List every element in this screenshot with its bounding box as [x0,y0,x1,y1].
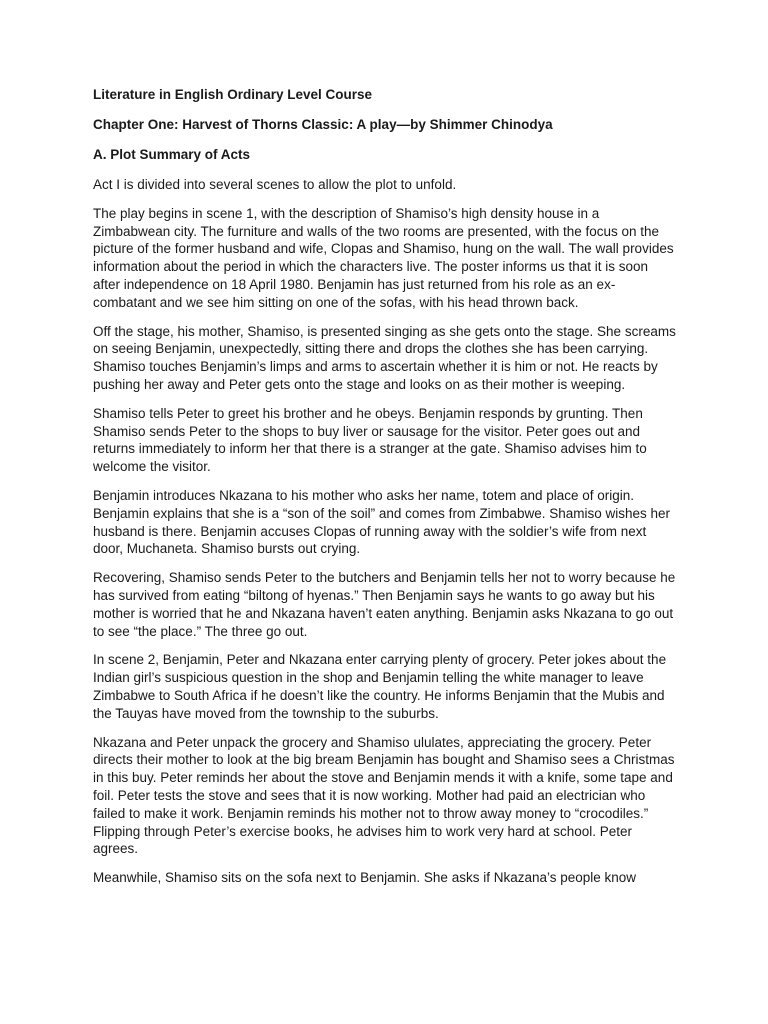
course-title: Literature in English Ordinary Level Course [93,87,373,102]
paragraph: Nkazana and Peter unpack the grocery and Shamiso ululates, appreciating the grocery. Peter directs their mother to look at the big bream Benjamin has bought and Shamiso sees a Christmas in this buy. Peter reminds her about the stove and Benjamin mends it with a knife, some tape and foil. Peter tests the stove and sees that it is now working. Mother had paid an electrician who failed to make it work. Benjamin reminds his mother not to throw away money to “crocodiles.” Flipping through Peter’s exercise books, he advises him to work very hard at school. Peter agrees. [93,734,675,857]
paragraph: Benjamin introduces Nkazana to his mother who asks her name, totem and place of origin. Benjamin explains that she is a “son of the soil” and comes from Zimbabwe. Shamiso wishes her husband is there. Benjamin accuses Clopas of running away with the soldier’s wife from next door, Muchaneta. Shamiso bursts out crying. [93,487,671,557]
paragraph: Shamiso tells Peter to greet his brother and he obeys. Benjamin responds by grunting. Then Shamiso sends Peter to the shops to buy liver or sausage for the visitor. Peter goes out and returns immediately to inform her that there is a stranger at the gate. Shamiso advises him to welcome the visitor. [93,405,647,475]
paragraph: In scene 2, Benjamin, Peter and Nkazana enter carrying plenty of grocery. Peter jokes about the Indian girl’s suspicious question in the shop and Benjamin telling the white manager to leave Zimbabwe to South Africa if he doesn’t like the country. He informs Benjamin that the Mubis and the Tauyas have moved from the township to the suburbs. [93,652,667,721]
chapter-title: Chapter One: Harvest of Thorns Classic: A play—by Shimmer Chinodya [93,117,553,132]
paragraph: Recovering, Shamiso sends Peter to the butchers and Benjamin tells her not to worry because he has survived from eating “biltong of hyenas.” Then Benjamin says he wants to go away but his mother is worried that he and Nkazana haven’t eaten anything. Benjamin asks Nkazana to go out to see “the place.” The three go out. [93,570,676,639]
section-title: A. Plot Summary of Acts [93,147,251,162]
paragraph: Meanwhile, Shamiso sits on the sofa next to Benjamin. She asks if Nkazana’s people know [93,870,637,886]
paragraph: Act I is divided into several scenes to allow the plot to unfold. [93,177,457,192]
paragraph: The play begins in scene 1, with the description of Shamiso’s high density house in a Zimbabwean city. The furniture and walls of the two rooms are presented, with the focus on the picture of the former husband and wife, Clopas and Shamiso, hung on the wall. The wall provides information about the period in which the characters live. The poster informs us that it is soon after independence on 18 April 1980. Benjamin has just returned from his role as an ex-combatant and we see him sitting on one of the sofas, with his head thrown back. [93,205,674,310]
paragraph: Off the stage, his mother, Shamiso, is presented singing as she gets onto the stage. She screams on seeing Benjamin, unexpectedly, sitting there and drops the clothes she has been carrying. Shamiso touches Benjamin’s limps and arms to ascertain whether it is him or not. He reacts by pushing her away and Peter gets onto the stage and looks on as their mother is weeping. [93,323,676,392]
